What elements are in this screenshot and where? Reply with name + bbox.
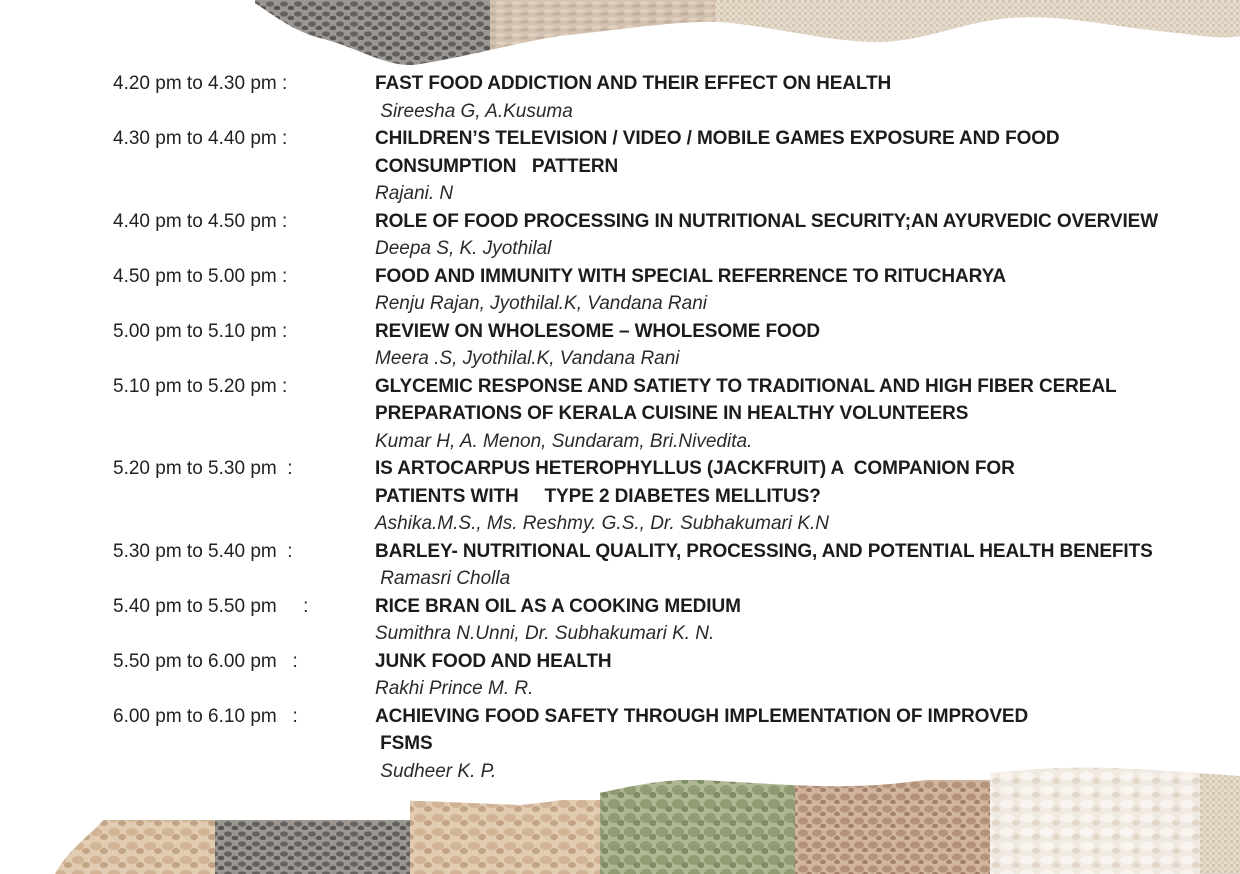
session-time: 5.20 pm to 5.30 pm : <box>113 458 293 479</box>
session-authors: Sumithra N.Unni, Dr. Subhakumari K. N. <box>375 623 715 644</box>
session-authors: Sireesha G, A.Kusuma <box>375 101 573 122</box>
session-authors: Rakhi Prince M. R. <box>375 678 534 699</box>
session-title: CONSUMPTION PATTERN <box>375 156 619 177</box>
session-time: 5.10 pm to 5.20 pm : <box>113 376 288 397</box>
session-time: 5.30 pm to 5.40 pm : <box>113 541 293 562</box>
session-authors: Rajani. N <box>375 183 454 204</box>
session-authors: Meera .S, Jyothilal.K, Vandana Rani <box>375 348 680 369</box>
session-title: PREPARATIONS OF KERALA CUISINE IN HEALTHY VOLUNTEERS <box>375 403 969 424</box>
session-title: ACHIEVING FOOD SAFETY THROUGH IMPLEMENTATION OF IMPROVED <box>375 706 1029 727</box>
session-title: PATIENTS WITH TYPE 2 DIABETES MELLITUS? <box>375 486 821 507</box>
session-title: FSMS <box>375 733 433 754</box>
session-time: 4.30 pm to 4.40 pm : <box>113 128 288 149</box>
session-title: FOOD AND IMMUNITY WITH SPECIAL REFERRENCE TO RITUCHARYA <box>375 266 1007 287</box>
session-title: FAST FOOD ADDICTION AND THEIR EFFECT ON HEALTH <box>375 73 892 94</box>
session-title: JUNK FOOD AND HEALTH <box>375 651 612 672</box>
session-time: 4.50 pm to 5.00 pm : <box>113 266 288 287</box>
session-title: BARLEY- NUTRITIONAL QUALITY, PROCESSING, AND POTENTIAL HEALTH BENEFITS <box>375 541 1153 562</box>
session-authors: Sudheer K. P. <box>375 761 497 782</box>
session-title: IS ARTOCARPUS HETEROPHYLLUS (JACKFRUIT) A COMPANION FOR <box>375 458 1015 479</box>
session-title: GLYCEMIC RESPONSE AND SATIETY TO TRADITIONAL AND HIGH FIBER CEREAL <box>375 376 1117 397</box>
session-authors: Deepa S, K. Jyothilal <box>375 238 552 259</box>
session-title: REVIEW ON WHOLESOME – WHOLESOME FOOD <box>375 321 821 342</box>
session-title: RICE BRAN OIL AS A COOKING MEDIUM <box>375 596 741 617</box>
session-time: 4.20 pm to 4.30 pm : <box>113 73 288 94</box>
session-title: CHILDREN’S TELEVISION / VIDEO / MOBILE GAMES EXPOSURE AND FOOD <box>375 128 1060 149</box>
session-time: 5.40 pm to 5.50 pm : <box>113 596 309 617</box>
session-authors: Kumar H, A. Menon, Sundaram, Bri.Nivedita. <box>375 431 753 452</box>
session-time: 4.40 pm to 4.50 pm : <box>113 211 288 232</box>
session-time: 5.50 pm to 6.00 pm : <box>113 651 298 672</box>
session-time: 6.00 pm to 6.10 pm : <box>113 706 298 727</box>
session-authors: Renju Rajan, Jyothilal.K, Vandana Rani <box>375 293 707 314</box>
session-authors: Ramasri Cholla <box>375 568 511 589</box>
session-title: ROLE OF FOOD PROCESSING IN NUTRITIONAL SECURITY;AN AYURVEDIC OVERVIEW <box>375 211 1159 232</box>
session-authors: Ashika.M.S., Ms. Reshmy. G.S., Dr. Subhakumari K.N <box>375 513 830 534</box>
session-time: 5.00 pm to 5.10 pm : <box>113 321 288 342</box>
